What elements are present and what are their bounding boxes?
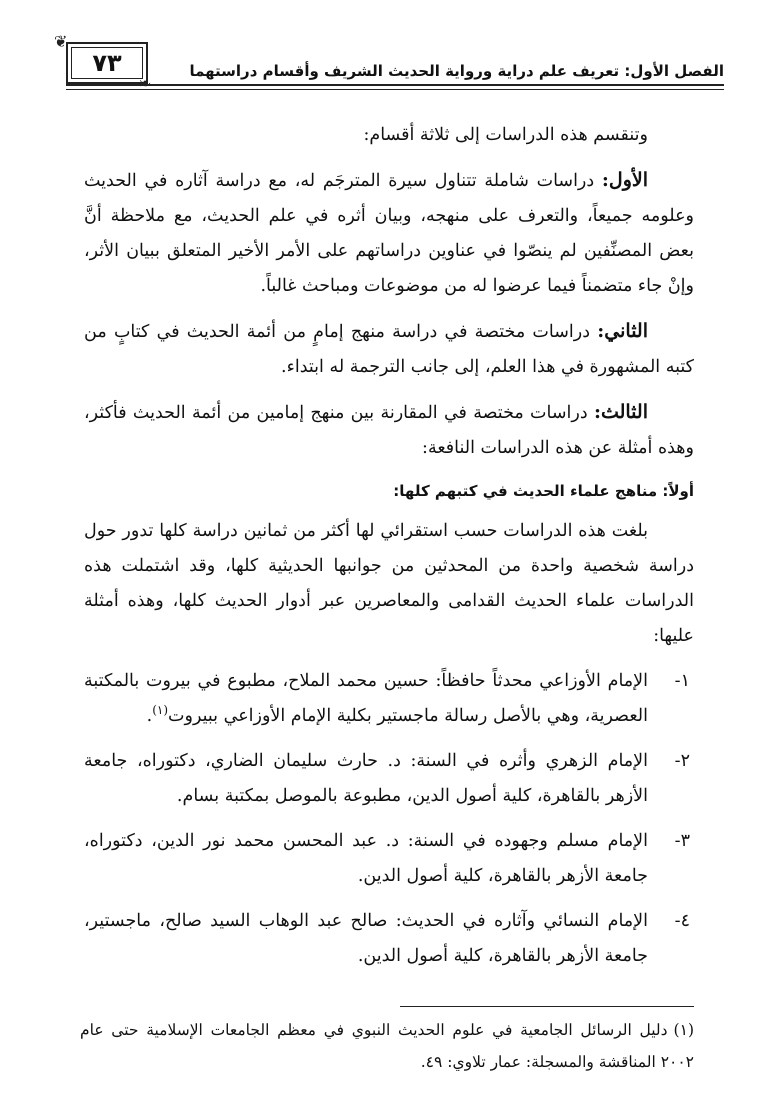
section-heading: أولاً: مناهج علماء الحديث في كتبهم كلها: — [393, 482, 694, 500]
page-number: ٧٣ — [92, 49, 122, 77]
category-text: دراسات مختصة في دراسة منهج إمامٍ من أئمة الحديث في كتابٍ من كتبه المشهورة في هذا العلم، إلى جانب الترجمة له ابتداء. — [84, 322, 694, 377]
header-rule — [66, 84, 724, 86]
main-text — [84, 118, 694, 984]
item-text: الإمام النسائي وآثاره في الحديث: صالح عبد الوهاب السيد صالح، ماجستير، جامعة الأزهر بالقاهرة، كلية أصول الدين. — [84, 911, 648, 966]
list-item — [84, 824, 694, 894]
list-item — [84, 664, 694, 734]
item-number: ٢- — [674, 751, 690, 771]
corner-ornament-icon: ❧ — [138, 74, 152, 93]
item-text: الإمام مسلم وجهوده في السنة: د. عبد المحسن محمد نور الدين، دكتوراه، جامعة الأزهر بالقاهرة، كلية أصول الدين. — [84, 831, 648, 886]
chapter-title: الفصل الأول: تعريف علم دراية ورواية الحديث الشريف وأقسام دراستهما — [189, 62, 724, 80]
footnote-text: دليل الرسائل الجامعية في علوم الحديث النبوي في معظم الجامعات الإسلامية حتى عام ٢٠٠٢ المناقشة والمسجلة: عمار تلاوي: ٤٩. — [80, 1021, 694, 1071]
category-label: الأول: — [601, 169, 648, 191]
item-number: ٣- — [674, 831, 690, 851]
category-paragraph — [84, 395, 694, 466]
page-number-frame — [66, 42, 148, 84]
item-text: الإمام الأوزاعي محدثاً حافظاً: حسين محمد الملاح، مطبوع في بيروت بالمكتبة العصرية، وهي بالأصل رسالة ماجستير بكلية الإمام الأوزاعي ببيروت — [84, 671, 648, 726]
category-text: دراسات مختصة في المقارنة بين منهج إمامين من أئمة الحديث فأكثر، وهذه أمثلة عن هذه الدراسات النافعة: — [84, 403, 694, 458]
header-rule-thin — [66, 89, 724, 90]
category-label: الثالث: — [593, 401, 648, 423]
item-tail: . — [146, 706, 153, 726]
running-header — [54, 32, 724, 94]
footnote — [80, 1014, 694, 1078]
footnote-number: (١) — [673, 1021, 694, 1039]
item-number: ٤- — [674, 911, 690, 931]
footnote-ref[interactable]: (١) — [152, 703, 169, 718]
intro-paragraph: وتنقسم هذه الدراسات إلى ثلاثة أقسام: — [363, 125, 648, 145]
corner-ornament-icon: ❦ — [54, 32, 68, 51]
category-paragraph — [84, 163, 694, 304]
section-paragraph: بلغت هذه الدراسات حسب استقرائي لها أكثر من ثمانين دراسة كلها تدور حول دراسة شخصية واحدة من المحدثين من جوانبها الحديثية كلها، وقد اشتملت هذه الدراسات علماء الحديث القدامى والمعاصرين عبر أدوار الحديث كلها، وهذه أمثلة عليها: — [84, 521, 694, 646]
category-label: الثاني: — [597, 320, 648, 342]
footnote-separator — [400, 1006, 694, 1007]
list-item — [84, 904, 694, 974]
examples-list — [84, 664, 694, 974]
category-paragraph — [84, 314, 694, 385]
item-text: الإمام الزهري وأثره في السنة: د. حارث سليمان الضاري، دكتوراه، جامعة الأزهر بالقاهرة، كلية أصول الدين، مطبوعة بالموصل بمكتبة بسام. — [84, 751, 648, 806]
list-item — [84, 744, 694, 814]
item-number: ١- — [674, 671, 690, 691]
category-text: دراسات شاملة تتناول سيرة المترجَم له، مع دراسة آثاره في الحديث وعلومه جميعاً، والتعرف على منهجه، وبيان أثره في علم الحديث، مع ملاحظة أنَّ بعض المصنِّفين لم ينصّوا في عناوين دراساتهم على الأمر الأخير المتعلق ببيان الأثر، وإنْ جاء متضمناً فيما عرضوا له من موضوعات ومباحث غالباً. — [84, 171, 694, 296]
